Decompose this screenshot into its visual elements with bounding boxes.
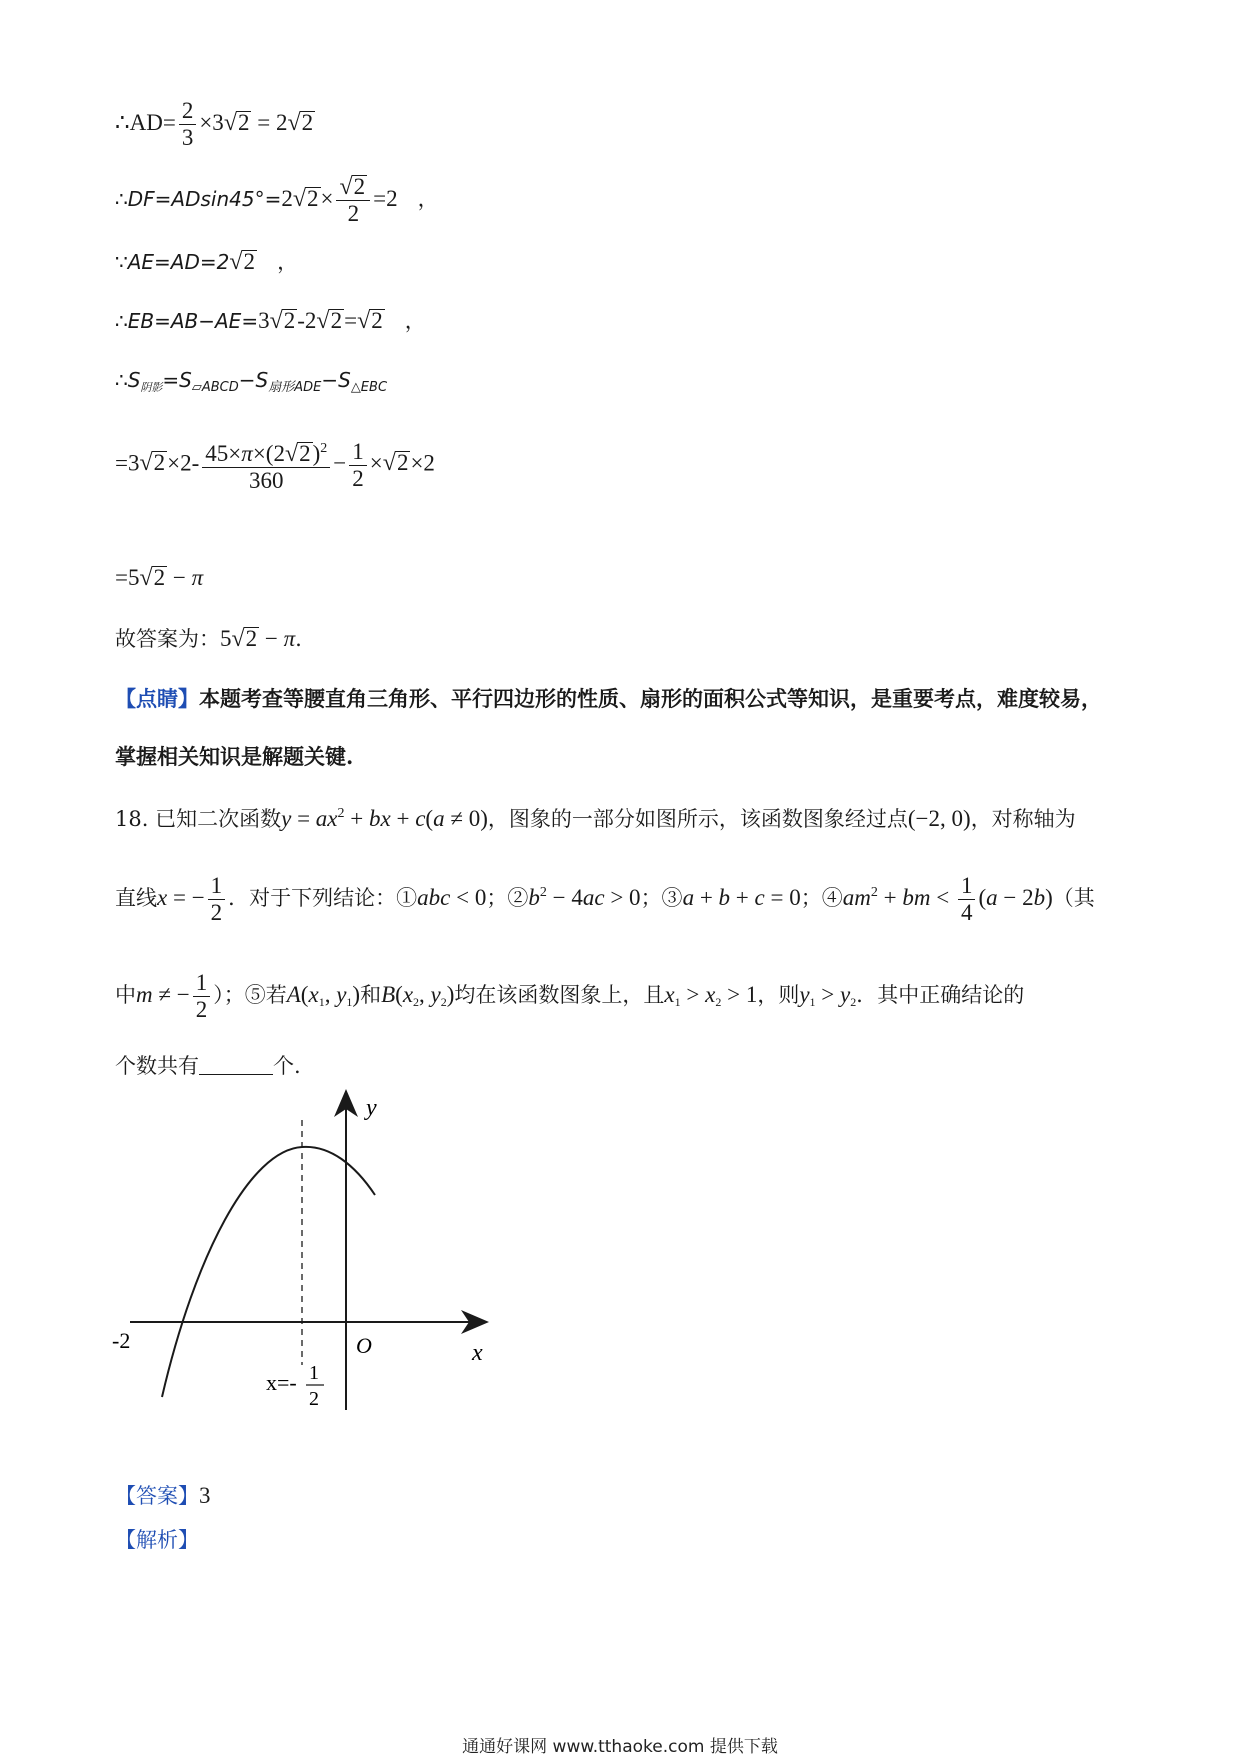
q3-c: 和 xyxy=(360,982,382,1007)
comment-text-1: 本题考查等腰直角三角形、平行四边形的性质、扇形的面积公式等知识，是重要考点，难度较易， xyxy=(199,686,1102,711)
y-axis-label: y xyxy=(366,1095,377,1121)
symmetry-axis-label-num: 1 xyxy=(309,1362,319,1384)
answer-line xyxy=(115,1482,211,1510)
s-eq: =S xyxy=(162,368,192,392)
s-sector-sub: 扇形ADE xyxy=(268,380,322,395)
fraction-two-thirds: $\frac{2}{3}$ xyxy=(179,98,197,151)
solution-line-result: =5√2 − π xyxy=(115,565,204,591)
solution-line-expression: =3√2×2- $\frac{45\times\pi\times(2√2)^2}{360}$ − $\frac{1}{2}$ ×√2×2 xyxy=(115,436,435,494)
s-prefix: ∴S xyxy=(115,368,141,392)
q1-c: ，对称轴为 xyxy=(970,807,1076,831)
comment-tag: 【点睛】 xyxy=(115,686,199,711)
q2-b: ．对于下列结论：① xyxy=(228,885,418,910)
question-line-4 xyxy=(115,1052,301,1080)
s-shaded-sub: 阴影 xyxy=(140,381,163,394)
comment-line-1 xyxy=(115,685,1102,713)
solution-line-ad: ∴AD= $\frac{2}{3}$ ×3√2 = 2√2 xyxy=(115,98,314,150)
solution-line-area xyxy=(115,366,387,402)
q3-a: 中 xyxy=(115,982,136,1007)
eb-prefix: ∴EB=AB−AE= xyxy=(115,309,259,333)
answer-tag: 【答案】 xyxy=(115,1484,199,1508)
symmetry-axis-label-den: 2 xyxy=(309,1388,319,1410)
q3-b: ）；⑤若 xyxy=(213,982,287,1007)
parabola-curve xyxy=(162,1147,375,1397)
df-prefix: ∴DF=ADsin45°= xyxy=(115,186,282,211)
expr-eq: = xyxy=(115,450,128,476)
analysis-tag: 【解析】 xyxy=(115,1528,199,1552)
fraction-sector-area: $\frac{45\times\pi\times(2√2)^2}{360}$ xyxy=(202,436,330,494)
q3-e: ，则 xyxy=(757,982,800,1007)
q3-f: ．其中正确结论的 xyxy=(856,982,1025,1007)
comment-text-2: 掌握相关知识是解题关键. xyxy=(115,744,354,769)
q4-b: 个. xyxy=(273,1054,301,1078)
question-line-2: 直线x = − $\frac{1}{2}$ ．对于下列结论：①abc < 0；$②b^2 - 4ac > 0$；③a + b + c = 0；$④am^2$ + bm < $\frac{1}{4}$ (a − 2b)（其 xyxy=(115,873,1095,925)
page-footer: 通通好课网 www.tthaoke.com 提供下载 xyxy=(462,1737,778,1757)
s-abcd-sub: ▱ABCD xyxy=(191,380,239,395)
q2-e: ；④ xyxy=(800,885,843,910)
parabola-figure xyxy=(100,1085,500,1415)
root-label: -2 xyxy=(112,1328,131,1353)
comment-line-2 xyxy=(115,743,353,771)
answer-value: 3 xyxy=(199,1483,211,1508)
q1-b: ，图象的一部分如图所示，该函数图象经过点 xyxy=(487,807,908,831)
ae-prefix: ∵AE=AD=2 xyxy=(115,250,230,274)
q1-a: 已知二次函数 xyxy=(155,807,282,831)
symmetry-axis-label-prefix: x=- xyxy=(266,1370,297,1395)
s-minus-sector: −S xyxy=(238,368,269,392)
analysis-line xyxy=(115,1526,199,1554)
question-line-1: 18. 已知二次函数$y = ax^2$ + bx + c(a ≠ 0)，图象的一部分如图所示，该函数图象经过点(−2, 0)，对称轴为 xyxy=(115,806,1076,831)
solution-line-ae: ∵AE=AD=2√2 ， xyxy=(115,249,299,275)
x-axis-label: x xyxy=(472,1340,483,1366)
s-tri-sub: △EBC xyxy=(350,380,388,395)
result-prefix: =5 xyxy=(115,565,140,590)
q2-d: ；③ xyxy=(640,885,683,910)
q2-a: 直线 xyxy=(115,885,157,910)
origin-label: O xyxy=(356,1333,372,1358)
question-number: 18. xyxy=(115,807,149,831)
q4-a: 个数共有 xyxy=(115,1054,199,1078)
question-line-3: 中m ≠ − $\frac{1}{2}$ ）；⑤若$A(x_1$, $y_1$)和$B(x_2$, $y_2$)均在该函数图象上，且$x_1 > x_2 > 1$，则$y_1 > y_2$．其中正确结论的 xyxy=(115,970,1025,1022)
q3-d: 均在该函数图象上，且 xyxy=(454,982,665,1007)
solution-line-df: ∴DF=ADsin45°=2√2× $\frac{√2}{2}$ =2 ， xyxy=(115,174,439,226)
s-minus-tri: −S xyxy=(321,368,351,392)
q2-f: （其 xyxy=(1052,885,1095,910)
solution-final-answer: 故答案为：5√2 − π． xyxy=(115,626,317,652)
ad-prefix: ∴AD= xyxy=(115,109,176,135)
answer-blank xyxy=(199,1054,273,1075)
solution-line-eb: ∴EB=AB−AE=3√2-2√2=√2 ， xyxy=(115,308,426,334)
q2-c: ；② xyxy=(486,885,529,910)
answer-intro: 故答案为： xyxy=(115,627,220,651)
